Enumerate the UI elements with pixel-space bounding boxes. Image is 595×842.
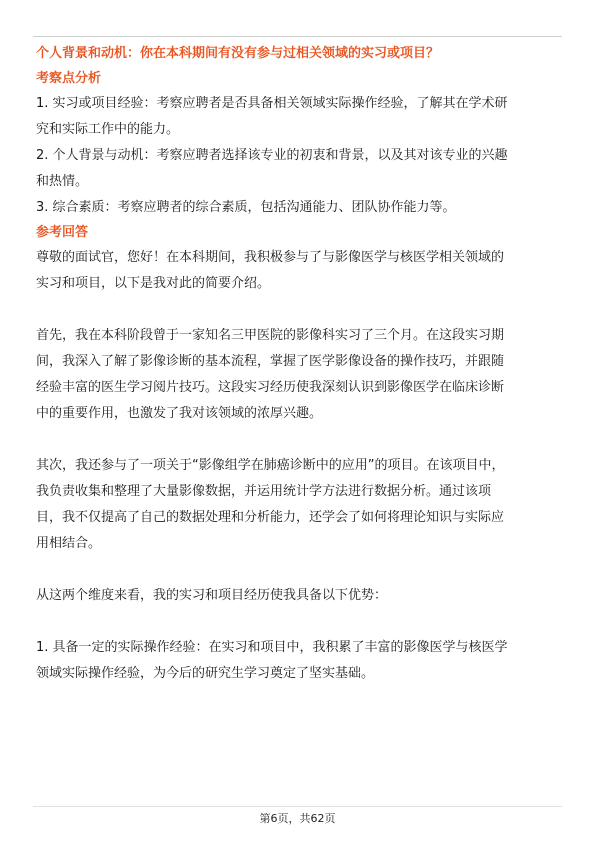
answer-paragraph-5	[36, 635, 560, 687]
analysis-section	[36, 91, 560, 221]
answer-heading: 参考回答	[36, 225, 89, 240]
answer-line: 1. 具备一定的实际操作经验：在实习和项目中，我积累了丰富的影像医学与核医学	[36, 640, 508, 655]
answer-paragraph-3	[36, 453, 560, 557]
answer-paragraph-4	[36, 583, 560, 609]
analysis-line: 和热情。	[36, 174, 89, 189]
answer-line: 首先，我在本科阶段曾于一家知名三甲医院的影像科实习了三个月。在这段实习期	[36, 328, 505, 343]
answer-line: 领域实际操作经验，为今后的研究生学习奠定了坚实基础。	[36, 666, 375, 681]
answer-line: 中的重要作用，也激发了我对该领域的浓厚兴趣。	[36, 406, 323, 421]
answer-line: 我负责收集和整理了大量影像数据，并运用统计学方法进行数据分析。通过该项	[36, 484, 492, 499]
answer-line: 从这两个维度来看，我的实习和项目经历使我具备以下优势：	[36, 588, 388, 603]
paragraph-gap	[36, 297, 560, 323]
question-title: 个人背景和动机：你在本科期间有没有参与过相关领域的实习或项目？	[36, 46, 440, 61]
analysis-line: 3. 综合素质：考察应聘者的综合素质，包括沟通能力、团队协作能力等。	[36, 200, 456, 215]
answer-line: 其次，我还参与了一项关于“影像组学在肺癌诊断中的应用”的项目。在该项目中，	[36, 458, 505, 473]
paragraph-gap	[36, 427, 560, 453]
analysis-line: 1. 实习或项目经验：考察应聘者是否具备相关领域实际操作经验，了解其在学术研	[36, 96, 508, 111]
paragraph-gap	[36, 557, 560, 583]
answer-line: 间，我深入了解了影像诊断的基本流程，掌握了医学影像设备的操作技巧，并跟随	[36, 354, 505, 369]
answer-paragraph-2	[36, 323, 560, 427]
answer-line: 尊敬的面试官，您好！在本科期间，我积极参与了与影像医学与核医学相关领域的	[36, 250, 505, 265]
analysis-heading: 考察点分析	[36, 71, 102, 86]
answer-line: 目，我不仅提高了自己的数据处理和分析能力，还学会了如何将理论知识与实际应	[36, 510, 505, 525]
answer-paragraph-1	[36, 245, 560, 297]
page-number: 第6页，共62页	[259, 812, 336, 825]
analysis-line: 2. 个人背景与动机：考察应聘者选择该专业的初衷和背景，以及其对该专业的兴趣	[36, 148, 508, 163]
page-content	[36, 40, 560, 687]
paragraph-gap	[36, 609, 560, 635]
answer-line: 经验丰富的医生学习阅片技巧。这段实习经历使我深刻认识到影像医学在临床诊断	[36, 380, 505, 395]
answer-line: 用相结合。	[36, 536, 102, 551]
header-divider	[33, 36, 562, 37]
analysis-line: 究和实际工作中的能力。	[36, 122, 180, 137]
footer-divider	[33, 806, 562, 807]
answer-line: 实习和项目，以下是我对此的简要介绍。	[36, 276, 271, 291]
